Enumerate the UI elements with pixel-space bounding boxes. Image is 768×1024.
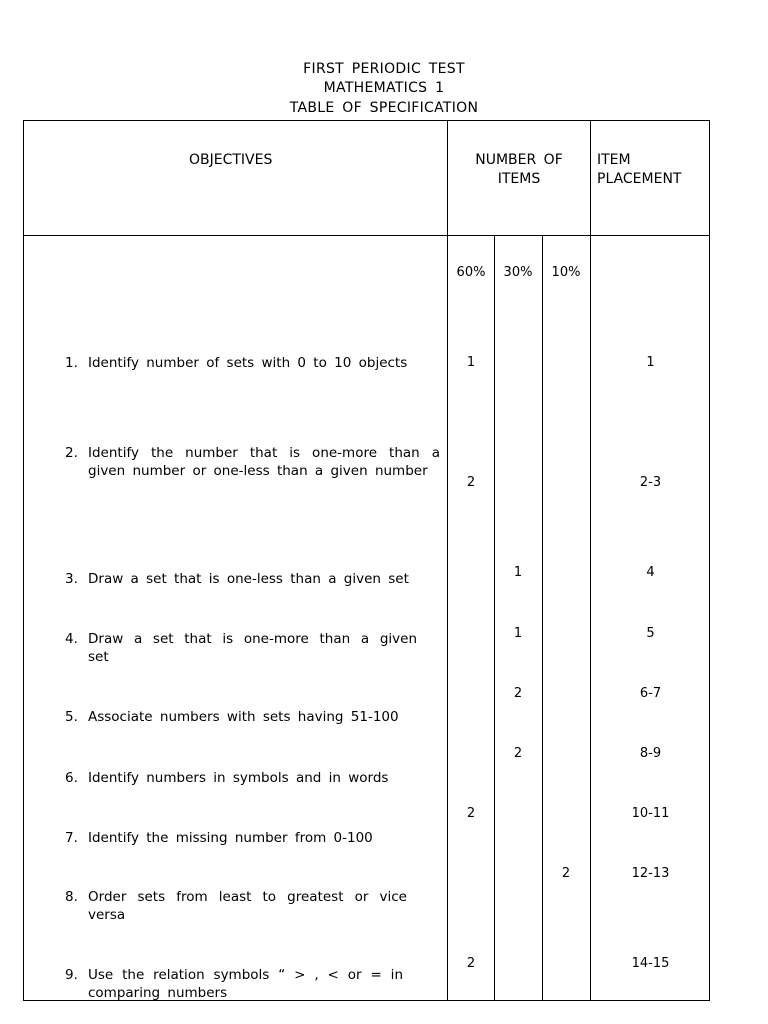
objective-text: Use the relation symbols “ > , < or = in comparing numbers — [88, 967, 403, 1001]
objective-row-4 — [65, 630, 417, 666]
objectives-header: OBJECTIVES — [189, 152, 273, 168]
pct-60-header: 60% — [456, 265, 486, 280]
row-9-60pct: 2 — [466, 956, 476, 971]
subject-title: MATHEMATICS 1 — [323, 80, 445, 96]
item-placement-header-line1: ITEM — [597, 152, 631, 168]
row-3-placement: 4 — [646, 565, 655, 580]
objective-text: Identify number of sets with 0 to 10 objects — [88, 355, 408, 371]
objective-number: 8. — [65, 889, 78, 905]
item-placement-header-line2: PLACEMENT — [597, 171, 682, 187]
pct-10-header: 10% — [551, 265, 581, 280]
objective-text: Draw a set that is one-more than a given set — [88, 631, 417, 665]
objective-number: 7. — [65, 830, 78, 846]
table-title: TABLE OF SPECIFICATION — [289, 100, 479, 116]
objective-row-9 — [65, 966, 403, 1002]
header-divider — [23, 235, 710, 236]
objective-number: 1. — [65, 355, 78, 371]
objective-number: 6. — [65, 770, 78, 786]
objective-row-3 — [65, 570, 440, 588]
row-7-placement: 10-11 — [631, 806, 670, 821]
row-5-placement: 6-7 — [639, 686, 662, 701]
row-1-60pct: 1 — [466, 355, 476, 370]
column-divider-10pct — [542, 235, 543, 1001]
objective-row-1 — [65, 354, 440, 372]
objective-number: 9. — [65, 967, 78, 983]
objective-row-7 — [65, 829, 440, 847]
objective-text: Associate numbers with sets having 51-100 — [88, 709, 399, 725]
objective-row-2 — [65, 444, 440, 480]
row-4-30pct: 1 — [513, 626, 523, 641]
number-of-items-header-line2: ITEMS — [497, 171, 541, 187]
row-4-placement: 5 — [646, 626, 655, 641]
row-6-30pct: 2 — [513, 746, 523, 761]
row-5-30pct: 2 — [513, 686, 523, 701]
row-6-placement: 8-9 — [639, 746, 662, 761]
objective-text: Identify numbers in symbols and in words — [88, 770, 389, 786]
row-9-placement: 14-15 — [631, 956, 670, 971]
row-2-60pct: 2 — [466, 475, 476, 490]
objective-number: 4. — [65, 631, 78, 647]
objective-number: 2. — [65, 445, 78, 461]
row-1-placement: 1 — [646, 355, 655, 370]
objective-row-8 — [65, 888, 407, 924]
row-2-placement: 2-3 — [639, 475, 662, 490]
objective-number: 3. — [65, 571, 78, 587]
objective-row-5 — [65, 708, 440, 726]
number-of-items-header-line1: NUMBER OF — [475, 152, 563, 168]
column-divider-objectives — [447, 120, 448, 1001]
column-divider-30pct — [494, 235, 495, 1001]
pct-30-header: 30% — [503, 265, 533, 280]
objective-text: Identify the number that is one-more than a given number or one-less than a given number — [88, 445, 440, 479]
row-7-60pct: 2 — [466, 806, 476, 821]
objective-number: 5. — [65, 709, 78, 725]
item-placement-header — [597, 151, 681, 189]
objective-text: Order sets from least to greatest or vice versa — [88, 889, 407, 923]
number-of-items-header — [448, 151, 590, 189]
objective-text: Identify the missing number from 0-100 — [88, 830, 373, 846]
row-3-30pct: 1 — [513, 565, 523, 580]
row-8-10pct: 2 — [561, 866, 571, 881]
document-title: FIRST PERIODIC TEST — [303, 61, 465, 77]
row-8-placement: 12-13 — [631, 866, 670, 881]
objective-text: Draw a set that is one-less than a given set — [88, 571, 409, 587]
objective-row-6 — [65, 769, 440, 787]
